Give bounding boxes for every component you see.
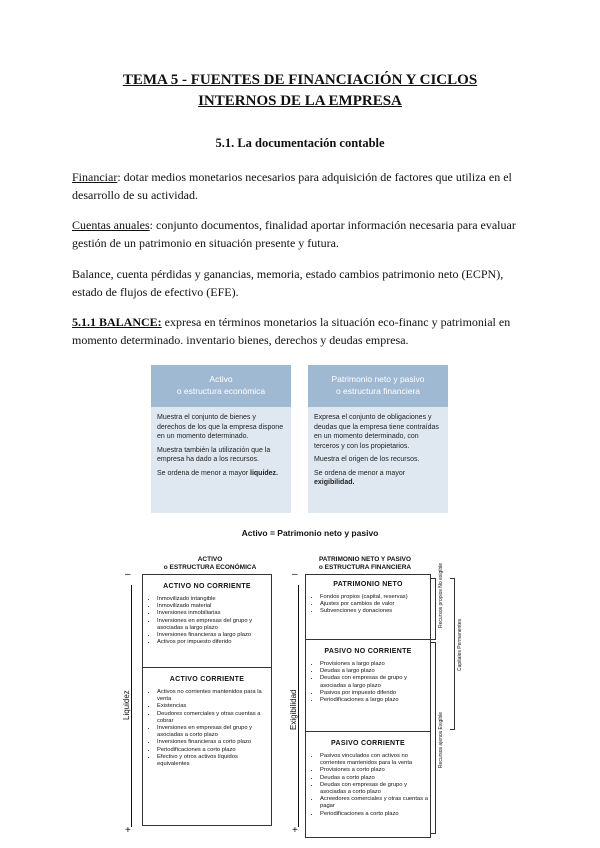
pasivo-head-subtitle: o estructura financiera [335, 386, 421, 396]
activo-no-corriente-section [143, 575, 271, 667]
pasivo-diagram-header [305, 556, 425, 572]
brace-capitales-permanentes [450, 578, 455, 730]
list-item: • Activos por impuesto diferido [157, 639, 271, 646]
patrimonio-neto-title: PATRIMONIO NETO [333, 581, 403, 588]
list-item: • Inversiones inmobiliarias [157, 610, 271, 617]
patrimonio-neto-list [306, 594, 430, 616]
list-item: • Deudas con empresas de grupo y asociadas a corto plazo [320, 782, 430, 796]
pasivo-summary-header [308, 365, 448, 407]
activo-corriente-title: ACTIVO CORRIENTE [169, 676, 245, 683]
pasivo-summary-box [308, 365, 448, 513]
activo-panel [142, 574, 272, 826]
pasivo-no-corriente-section [306, 639, 430, 732]
list-item: • Inmovilizado intangible [157, 596, 271, 603]
list-item: • Deudas a corto plazo [320, 775, 430, 782]
axis-plus-left: + [125, 825, 131, 836]
pasivo-point-2: Muestra el origen de los recursos. [314, 456, 420, 463]
activo-diagram-subtitle: o ESTRUCTURA ECONÓMICA [163, 564, 257, 571]
pasivo-panel [305, 574, 431, 838]
list-item: • Deudas a largo plazo [320, 668, 430, 675]
paragraph-balance [72, 313, 532, 349]
list-item: • Existencias [157, 703, 271, 710]
activo-point-3 [157, 469, 285, 479]
term-balance: 5.1.1 BALANCE: [72, 315, 162, 329]
activo-head-title: Activo [209, 374, 233, 384]
axis-plus-right: + [292, 825, 298, 836]
definition-financiar: : dotar medios monetarios necesarios para adquisición de factores que utiliza en el desarrollo de su actividad. [72, 170, 512, 202]
term-financiar: Financiar [72, 170, 118, 184]
activo-point-3-text: Se ordena de menor a mayor [157, 469, 250, 477]
brace-recursos-propios-label: Recursos propios No exigible [438, 562, 444, 628]
paragraph-cuentas-anuales [72, 216, 532, 252]
list-item: • Subvenciones y donaciones [320, 608, 430, 615]
activo-head-subtitle: o estructura económica [176, 386, 266, 396]
list-item: • Deudores comerciales y otras cuentas a cobrar [157, 711, 271, 725]
activo-no-corriente-list [143, 596, 271, 646]
activo-summary-box [151, 365, 291, 513]
list-item: • Activos no corrientes mantenidos para la venta [157, 689, 271, 703]
axis-minus-left: – [125, 569, 131, 580]
list-item: • Periodificaciones a corto plazo [320, 811, 430, 818]
title-line-1: TEMA 5 - FUENTES DE FINANCIACIÓN Y CICLOS [122, 72, 478, 88]
pasivo-corriente-title: PASIVO CORRIENTE [331, 740, 405, 747]
liquidez-axis [131, 585, 132, 827]
pasivo-diagram-subtitle: o ESTRUCTURA FINANCIERA [318, 564, 412, 571]
liquidez-label: Liquidez [122, 690, 131, 720]
title-line-2: INTERNOS DE LA EMPRESA [198, 93, 402, 109]
term-cuentas-anuales: Cuentas anuales [72, 218, 150, 232]
pasivo-summary-body [308, 407, 448, 498]
pasivo-point-3 [314, 469, 442, 488]
balance-equation: Activo = Patrimonio neto y pasivo [241, 528, 379, 538]
activo-point-2: Muestra también la utilización que la empresa ha dado a los recursos. [157, 446, 271, 463]
list-item: • Pasivos vinculados con activos no corrientes mantenidos para la venta [320, 753, 430, 767]
list-item: • Ajustes por cambios de valor [320, 601, 430, 608]
list-item: • Inversiones en empresas del grupo y asociadas a largo plazo [157, 618, 271, 632]
pasivo-point-1: Expresa el conjunto de obligaciones y deudas que la empresa tiene contraídas en un momento determinado, con terceros y con los propietarios. [314, 414, 439, 450]
list-item: • Provisiones a corto plazo [320, 767, 430, 774]
brace-recursos-ajenos [431, 642, 436, 834]
list-item: • Inversiones financieras a largo plazo [157, 632, 271, 639]
pasivo-point-3-text: Se ordena de menor a mayor [314, 469, 406, 477]
pasivo-point-3-keyword: exigibilidad. [314, 479, 355, 486]
list-item: • Inversiones financieras a corto plazo [157, 739, 271, 746]
pasivo-head-title: Patrimonio neto y pasivo [331, 374, 425, 384]
pasivo-no-corriente-title: PASIVO NO CORRIENTE [324, 648, 412, 655]
activo-no-corriente-title: ACTIVO NO CORRIENTE [163, 583, 251, 590]
list-item: • Periodificaciones a corto plazo [157, 747, 271, 754]
pasivo-no-corriente-list [306, 661, 430, 704]
activo-diagram-title: ACTIVO [197, 556, 223, 563]
definition-cuentas-anuales: : conjunto documentos, finalidad aportar información necesaria para evaluar gestión de un patrimonio en situación presente y futura. [72, 218, 516, 250]
list-item: • Deudas con empresas de grupo y asociadas a largo plazo [320, 675, 430, 689]
list-item: • Provisiones a largo plazo [320, 661, 430, 668]
definition-balance: expresa en términos monetarios la situación eco-financ y patrimonial en momento determinado. inventario bienes, derechos y deudas empresa. [72, 315, 511, 347]
activo-corriente-section [143, 667, 271, 825]
pasivo-diagram-title: PATRIMONIO NETO Y PASIVO [318, 556, 412, 563]
activo-corriente-list [143, 689, 271, 768]
list-item: • Fondos propios (capital, reservas) [320, 594, 430, 601]
brace-capitales-permanentes-label: Capitales Permanentes [457, 619, 463, 671]
list-item: • Acreedores comerciales y otras cuentas a pagar [320, 796, 430, 810]
activo-summary-header [151, 365, 291, 407]
list-item: • Pasivos por impuesto diferido [320, 690, 430, 697]
patrimonio-neto-section [306, 575, 430, 639]
list-item: • Inversiones en empresas del grupo y asociadas a corto plazo [157, 725, 271, 739]
list-item: • Periodificaciones a largo plazo [320, 697, 430, 704]
activo-point-3-keyword: liquidez. [250, 469, 278, 477]
paragraph-documentos: Balance, cuenta pérdidas y ganancias, memoria, estado cambios patrimonio neto (ECPN), estado de flujos de efectivo (EFE). [72, 267, 504, 299]
exigibilidad-axis [298, 585, 299, 827]
section-subtitle: 5.1. La documentación contable [215, 136, 385, 150]
brace-recursos-propios [431, 578, 436, 640]
list-item: • Efectivo y otros activos líquidos equivalentes [157, 754, 271, 768]
exigibilidad-label: Exigibilidad [289, 689, 298, 730]
list-item: • Inmovilizado material [157, 603, 271, 610]
activo-point-1: Muestra el conjunto de bienes y derechos de los que la empresa dispone en un momento determinado. [157, 414, 284, 440]
pasivo-corriente-section [306, 731, 430, 837]
brace-recursos-ajenos-label: Recursos ajenos Exigible [438, 711, 444, 769]
axis-minus-right: – [292, 569, 298, 580]
activo-summary-body [151, 407, 291, 488]
paragraph-financiar [72, 168, 532, 204]
page-title [60, 70, 540, 112]
activo-diagram-header [150, 556, 270, 572]
pasivo-corriente-list [306, 753, 430, 818]
